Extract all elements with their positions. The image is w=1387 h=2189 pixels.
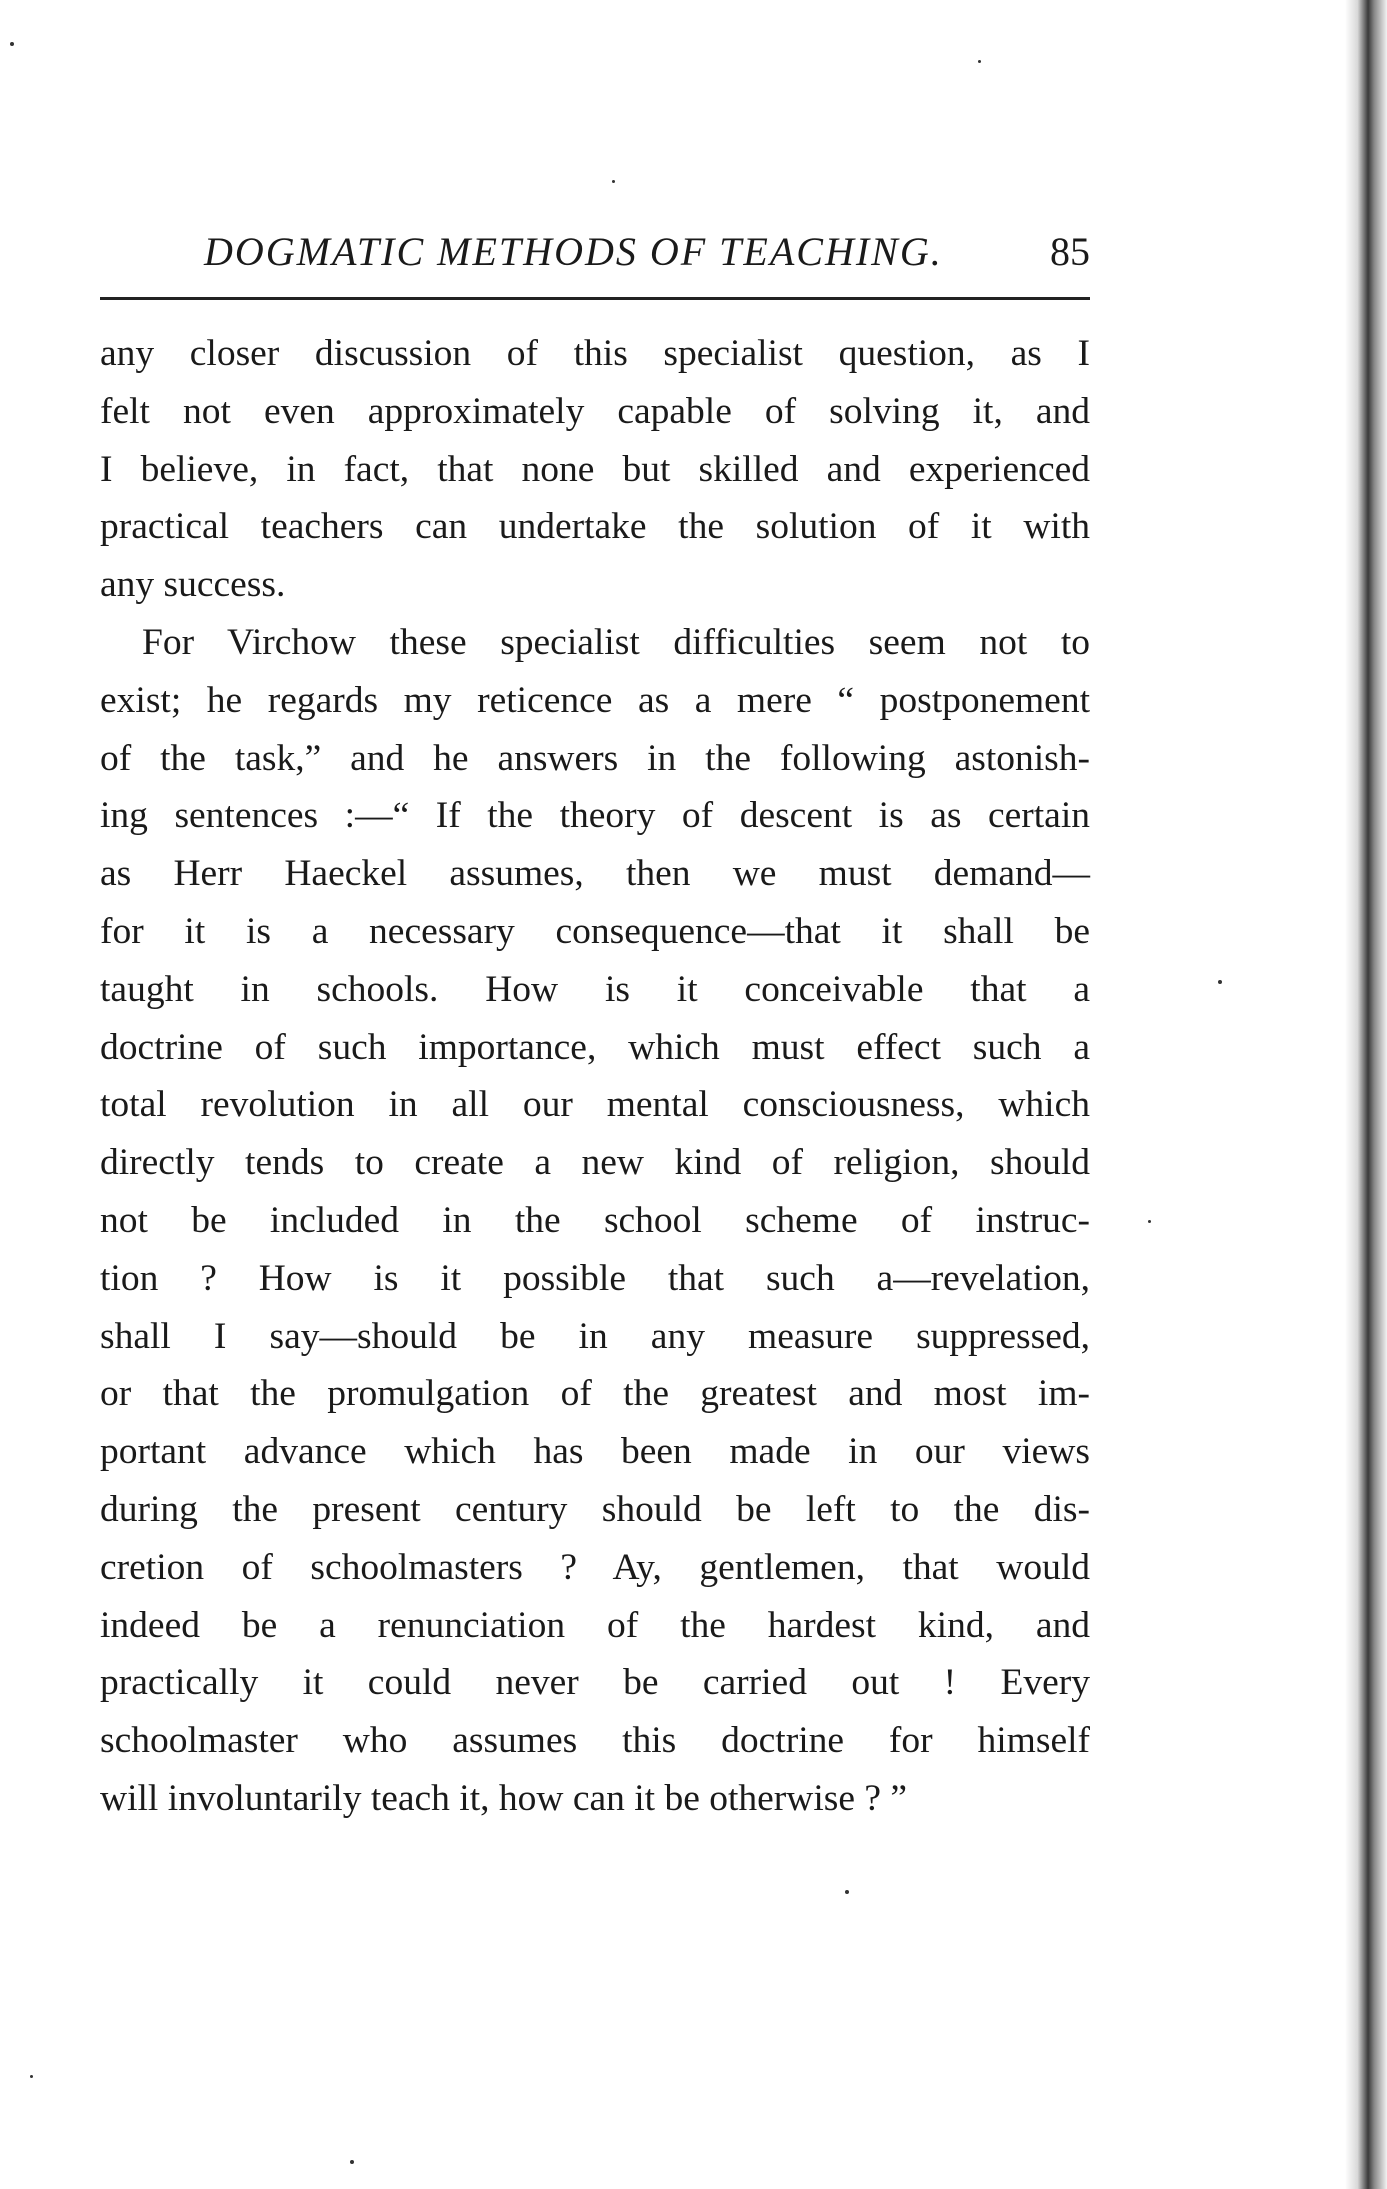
paragraph-1: [100, 325, 1090, 614]
paragraph-2: [100, 614, 1090, 1828]
text-line: exist; he regards my reticence as a mere “ postponement: [100, 679, 1090, 721]
paper-speck: [978, 60, 981, 63]
text-line: any closer discussion of this specialist question, as I: [100, 333, 1090, 374]
text-line: any success.: [100, 564, 286, 606]
running-title: DOGMATIC METHODS OF TEACHING.: [204, 229, 943, 274]
text-line: taught in schools. How is it conceivable that a: [100, 968, 1090, 1010]
running-head: [100, 228, 1090, 288]
paper-speck: [10, 42, 14, 46]
text-line: total revolution in all our mental consciousness, which: [100, 1084, 1090, 1126]
text-line: For Virchow these specialist difficulties seem not to: [142, 621, 1090, 663]
binding-edge-shadow: [1345, 0, 1387, 2189]
text-line: for it is a necessary consequence—that it shall be: [100, 910, 1090, 952]
text-line: indeed be a renunciation of the hardest kind, and: [100, 1604, 1090, 1646]
text-line: of the task,” and he answers in the following astonish-: [100, 737, 1090, 779]
paper-speck: [612, 180, 615, 183]
text-line: during the present century should be left to the dis-: [100, 1488, 1090, 1530]
text-line: or that the promulgation of the greatest and most im-: [100, 1373, 1090, 1415]
paper-speck: [350, 2160, 354, 2164]
text-line: cretion of schoolmasters ? Ay, gentlemen, that would: [100, 1546, 1090, 1588]
paper-speck: [845, 1890, 849, 1894]
text-line: I believe, in fact, that none but skilled and experienced: [100, 448, 1090, 490]
paper-speck: [30, 2075, 33, 2078]
text-line: will involuntarily teach it, how can it be otherwise ? ”: [100, 1777, 908, 1819]
text-line: portant advance which has been made in our views: [100, 1431, 1090, 1473]
text-line: felt not even approximately capable of solving it, and: [100, 390, 1090, 432]
text-line: practical teachers can undertake the solution of it with: [100, 506, 1090, 548]
text-line: directly tends to create a new kind of religion, should: [100, 1142, 1090, 1184]
text-line: ing sentences :—“ If the theory of descent is as certain: [100, 795, 1090, 837]
text-line: as Herr Haeckel assumes, then we must demand—: [100, 853, 1090, 895]
text-line: practically it could never be carried out ! Every: [100, 1662, 1090, 1704]
text-line: not be included in the school scheme of instruc-: [100, 1199, 1090, 1241]
text-line: doctrine of such importance, which must effect such a: [100, 1026, 1090, 1068]
page-number: 85: [1050, 229, 1090, 274]
text-line: schoolmaster who assumes this doctrine for himself: [100, 1720, 1090, 1762]
paper-speck: [1218, 980, 1222, 984]
paper-speck: [1148, 1220, 1151, 1223]
text-line: tion ? How is it possible that such a—revelation,: [100, 1257, 1090, 1299]
header-rule: [100, 297, 1090, 300]
text-line: shall I say—should be in any measure suppressed,: [100, 1315, 1090, 1357]
body-text: [100, 325, 1090, 1828]
